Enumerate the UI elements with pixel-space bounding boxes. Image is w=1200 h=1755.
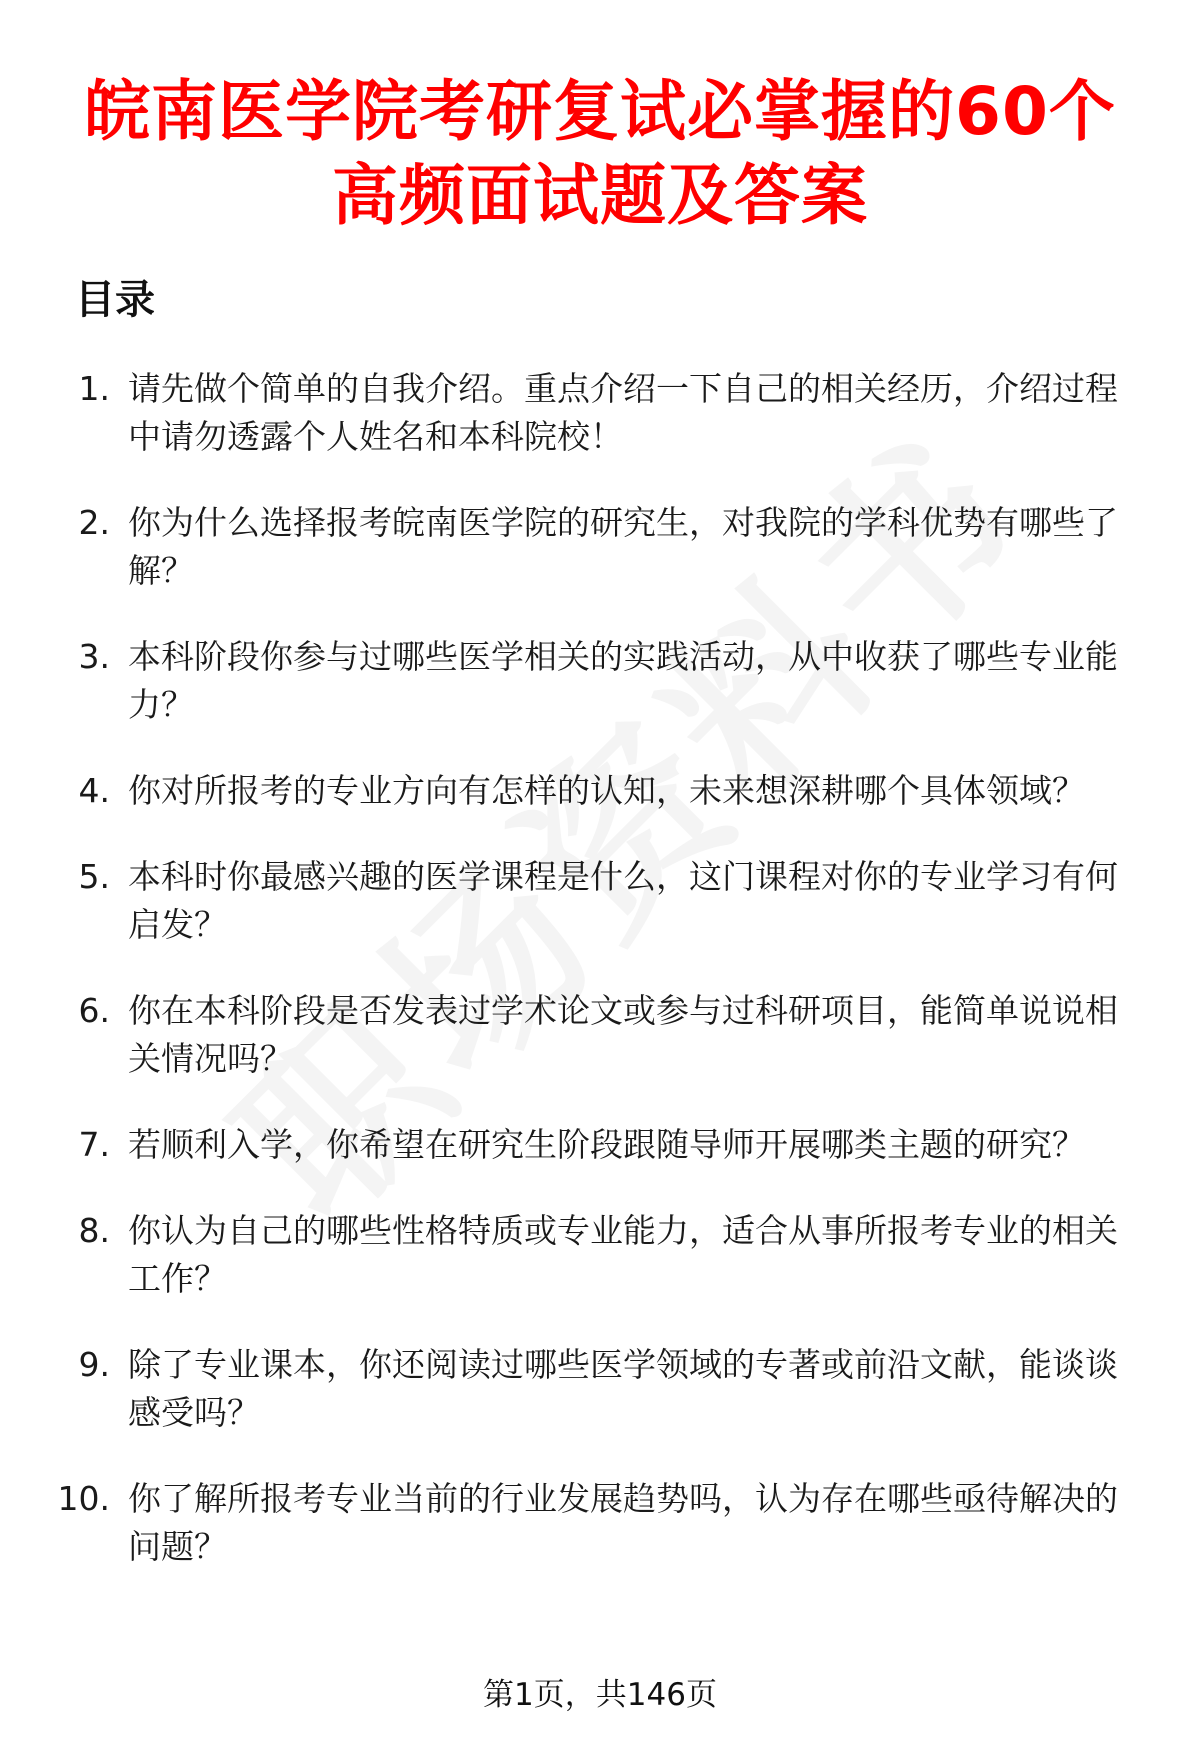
- toc-item-number: 3.: [78, 637, 110, 676]
- toc-item-number: 8.: [78, 1211, 110, 1250]
- toc-list: [50, 365, 1140, 1609]
- toc-item-text: 本科阶段你参与过哪些医学相关的实践活动，从中收获了哪些专业能力？: [128, 637, 1118, 724]
- title-line-2: 高频面试题及答案: [332, 157, 868, 234]
- toc-item-text: 请先做个简单的自我介绍。重点介绍一下自己的相关经历，介绍过程中请勿透露个人姓名和本科院校！: [128, 369, 1118, 456]
- toc-item: [50, 365, 1140, 461]
- toc-item-text: 本科时你最感兴趣的医学课程是什么，这门课程对你的专业学习有何启发？: [128, 857, 1118, 944]
- toc-item-text: 你为什么选择报考皖南医学院的研究生，对我院的学科优势有哪些了解？: [128, 503, 1118, 590]
- toc-item-number: 9.: [78, 1345, 110, 1384]
- toc-item: [50, 1207, 1140, 1303]
- toc-item: [50, 1121, 1140, 1169]
- toc-item: [50, 767, 1140, 815]
- page-title: [60, 70, 1140, 238]
- toc-item-text: 你认为自己的哪些性格特质或专业能力，适合从事所报考专业的相关工作？: [128, 1211, 1118, 1298]
- toc-item-number: 10.: [57, 1479, 110, 1518]
- title-line-1: 皖南医学院考研复试必掌握的60个: [84, 73, 1116, 150]
- toc-item-text: 你了解所报考专业当前的行业发展趋势吗，认为存在哪些亟待解决的问题？: [128, 1479, 1118, 1566]
- toc-item-number: 7.: [78, 1125, 110, 1164]
- page-footer: 第1页，共146页: [483, 1677, 717, 1713]
- toc-item-text: 除了专业课本，你还阅读过哪些医学领域的专著或前沿文献，能谈谈感受吗？: [128, 1345, 1118, 1432]
- toc-item-text: 你对所报考的专业方向有怎样的认知，未来想深耕哪个具体领域？: [128, 771, 1085, 810]
- toc-item: [50, 1341, 1140, 1437]
- toc-item-number: 1.: [78, 369, 110, 408]
- toc-item-text: 若顺利入学，你希望在研究生阶段跟随导师开展哪类主题的研究？: [128, 1125, 1085, 1164]
- toc-item-number: 6.: [78, 991, 110, 1030]
- toc-item-number: 5.: [78, 857, 110, 896]
- toc-item: [50, 853, 1140, 949]
- toc-item-number: 2.: [78, 503, 110, 542]
- toc-item-text: 你在本科阶段是否发表过学术论文或参与过科研项目，能简单说说相关情况吗？: [128, 991, 1118, 1078]
- toc-item: [50, 1475, 1140, 1571]
- toc-item: [50, 633, 1140, 729]
- toc-item-number: 4.: [78, 771, 110, 810]
- toc-heading: 目录: [75, 277, 155, 323]
- toc-item: [50, 499, 1140, 595]
- toc-item: [50, 987, 1140, 1083]
